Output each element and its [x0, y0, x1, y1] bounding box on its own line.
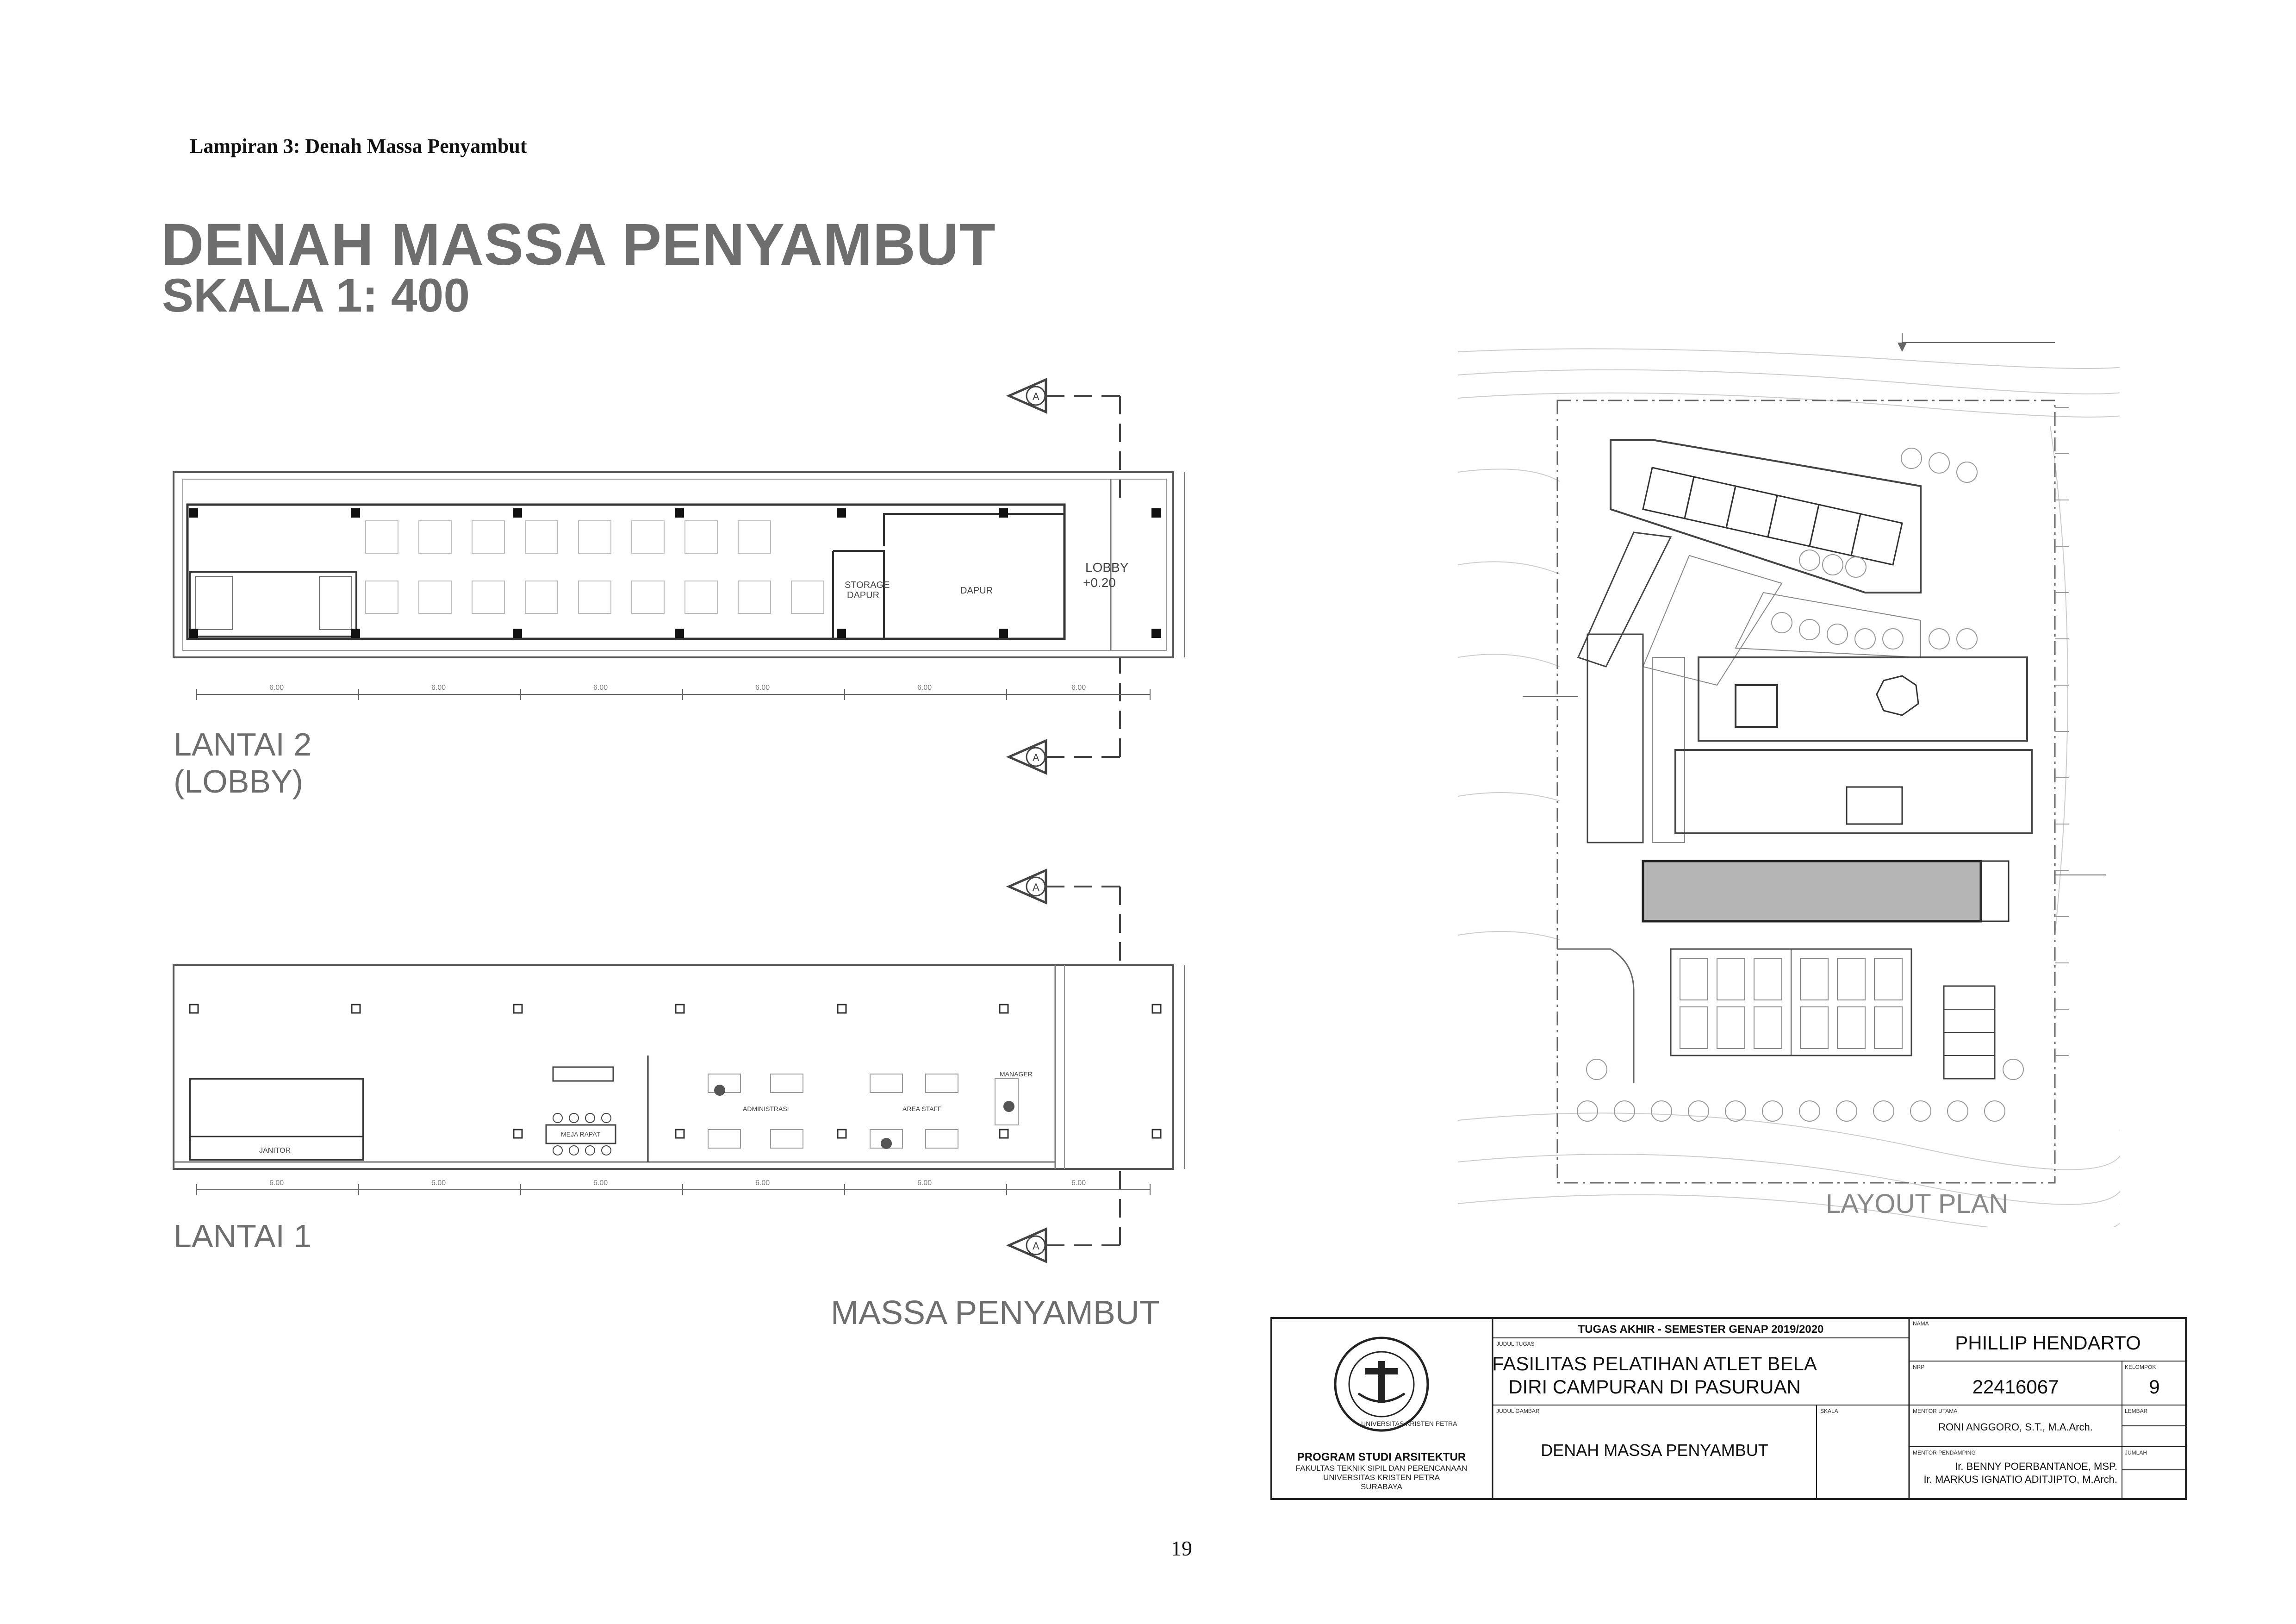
svg-text:A: A	[1033, 881, 1039, 893]
svg-text:UNIVERSITAS KRISTEN PETRA: UNIVERSITAS KRISTEN PETRA	[1323, 1473, 1440, 1482]
svg-text:JANITOR: JANITOR	[259, 1147, 291, 1155]
svg-text:SKALA: SKALA	[1820, 1408, 1838, 1414]
site-layout-plan	[1458, 333, 2120, 1227]
svg-text:6.00: 6.00	[431, 684, 446, 692]
svg-text:SURABAYA: SURABAYA	[1360, 1482, 1403, 1491]
svg-text:22416067: 22416067	[1972, 1376, 2059, 1398]
svg-text:DAPUR: DAPUR	[847, 590, 880, 600]
section-marker-bottom-l1	[1009, 1167, 1120, 1262]
svg-text:A: A	[1033, 1240, 1039, 1252]
svg-text:FAKULTAS TEKNIK SIPIL DAN PERE: FAKULTAS TEKNIK SIPIL DAN PERENCANAAN	[1295, 1464, 1468, 1473]
svg-text:MENTOR UTAMA: MENTOR UTAMA	[1913, 1408, 1958, 1414]
svg-text:+0.20: +0.20	[1083, 575, 1116, 590]
svg-text:6.00: 6.00	[917, 1179, 932, 1187]
svg-text:LEMBAR: LEMBAR	[2125, 1408, 2148, 1414]
massa-penyambut-label: MASSA PENYAMBUT	[831, 1294, 1160, 1331]
svg-text:UNIVERSITAS KRISTEN PETRA: UNIVERSITAS KRISTEN PETRA	[1361, 1420, 1457, 1427]
svg-text:6.00: 6.00	[269, 1179, 284, 1187]
lantai-2-label: LANTAI 2 (LOBBY)	[174, 726, 312, 800]
svg-text:6.00: 6.00	[755, 684, 770, 692]
svg-text:AREA STAFF: AREA STAFF	[902, 1105, 942, 1112]
svg-text:Ir. BENNY POERBANTANOE, MSP.: Ir. BENNY POERBANTANOE, MSP.	[1955, 1461, 2117, 1472]
svg-text:NAMA: NAMA	[1913, 1320, 1929, 1327]
svg-text:FASILITAS PELATIHAN ATLET BELA: FASILITAS PELATIHAN ATLET BELA	[1492, 1353, 1817, 1374]
svg-text:A: A	[1033, 752, 1039, 763]
floor-plan-lantai-2	[167, 361, 1231, 824]
svg-text:ADMINISTRASI: ADMINISTRASI	[743, 1105, 789, 1112]
svg-text:6.00: 6.00	[917, 684, 932, 692]
svg-text:KELOMPOK: KELOMPOK	[2125, 1364, 2156, 1370]
svg-text:JUMLAH: JUMLAH	[2125, 1449, 2147, 1456]
svg-text:MENTOR PENDAMPING: MENTOR PENDAMPING	[1913, 1449, 1976, 1456]
svg-text:6.00: 6.00	[1071, 1179, 1086, 1187]
svg-text:9: 9	[2149, 1376, 2160, 1398]
svg-text:LOBBY: LOBBY	[1085, 560, 1129, 575]
svg-text:MEJA RAPAT: MEJA RAPAT	[561, 1131, 601, 1138]
svg-text:TUGAS AKHIR - SEMESTER GENAP 2: TUGAS AKHIR - SEMESTER GENAP 2019/2020	[1578, 1323, 1824, 1336]
svg-text:DIRI CAMPURAN DI PASURUAN: DIRI CAMPURAN DI PASURUAN	[1508, 1376, 1801, 1398]
drawing-scale: SKALA 1: 400	[162, 269, 470, 322]
svg-text:6.00: 6.00	[593, 684, 608, 692]
lantai-1-label: LANTAI 1	[174, 1218, 312, 1254]
page-number: 19	[1171, 1537, 1192, 1560]
svg-text:DAPUR: DAPUR	[960, 586, 993, 596]
svg-text:STORAGE: STORAGE	[845, 580, 890, 590]
svg-text:PROGRAM STUDI ARSITEKTUR: PROGRAM STUDI ARSITEKTUR	[1297, 1451, 1466, 1463]
svg-text:A: A	[1033, 391, 1039, 402]
layout-plan-label: LAYOUT PLAN	[1826, 1189, 2009, 1219]
svg-text:RONI ANGGORO, S.T., M.A.Arch.: RONI ANGGORO, S.T., M.A.Arch.	[1938, 1421, 2093, 1433]
svg-text:6.00: 6.00	[1071, 684, 1086, 692]
massa-penyambut-highlight	[1643, 861, 1981, 921]
svg-text:NRP: NRP	[1913, 1364, 1925, 1370]
svg-text:DENAH MASSA PENYAMBUT: DENAH MASSA PENYAMBUT	[1541, 1441, 1768, 1460]
svg-text:Ir. MARKUS IGNATIO ADITJIPTO,: Ir. MARKUS IGNATIO ADITJIPTO, M.Arch.	[1923, 1474, 2117, 1485]
drawing-title: DENAH MASSA PENYAMBUT	[161, 212, 996, 278]
svg-text:6.00: 6.00	[431, 1179, 446, 1187]
svg-text:6.00: 6.00	[269, 684, 284, 692]
svg-text:JUDUL GAMBAR: JUDUL GAMBAR	[1496, 1408, 1540, 1414]
section-marker-top-l1	[1009, 870, 1120, 963]
svg-text:MANAGER: MANAGER	[1000, 1070, 1033, 1078]
section-marker-top-l2	[1009, 380, 1120, 505]
section-marker-bottom-l2	[1009, 657, 1120, 773]
page-caption: Lampiran 3: Denah Massa Penyambut	[190, 135, 527, 157]
svg-text:JUDUL TUGAS: JUDUL TUGAS	[1496, 1341, 1535, 1347]
svg-text:6.00: 6.00	[593, 1179, 608, 1187]
floor-plan-lantai-1	[167, 856, 1231, 1273]
svg-text:6.00: 6.00	[755, 1179, 770, 1187]
title-block	[1270, 1317, 2187, 1500]
dining-tables	[366, 521, 824, 613]
svg-text:PHILLIP HENDARTO: PHILLIP HENDARTO	[1955, 1332, 2141, 1354]
